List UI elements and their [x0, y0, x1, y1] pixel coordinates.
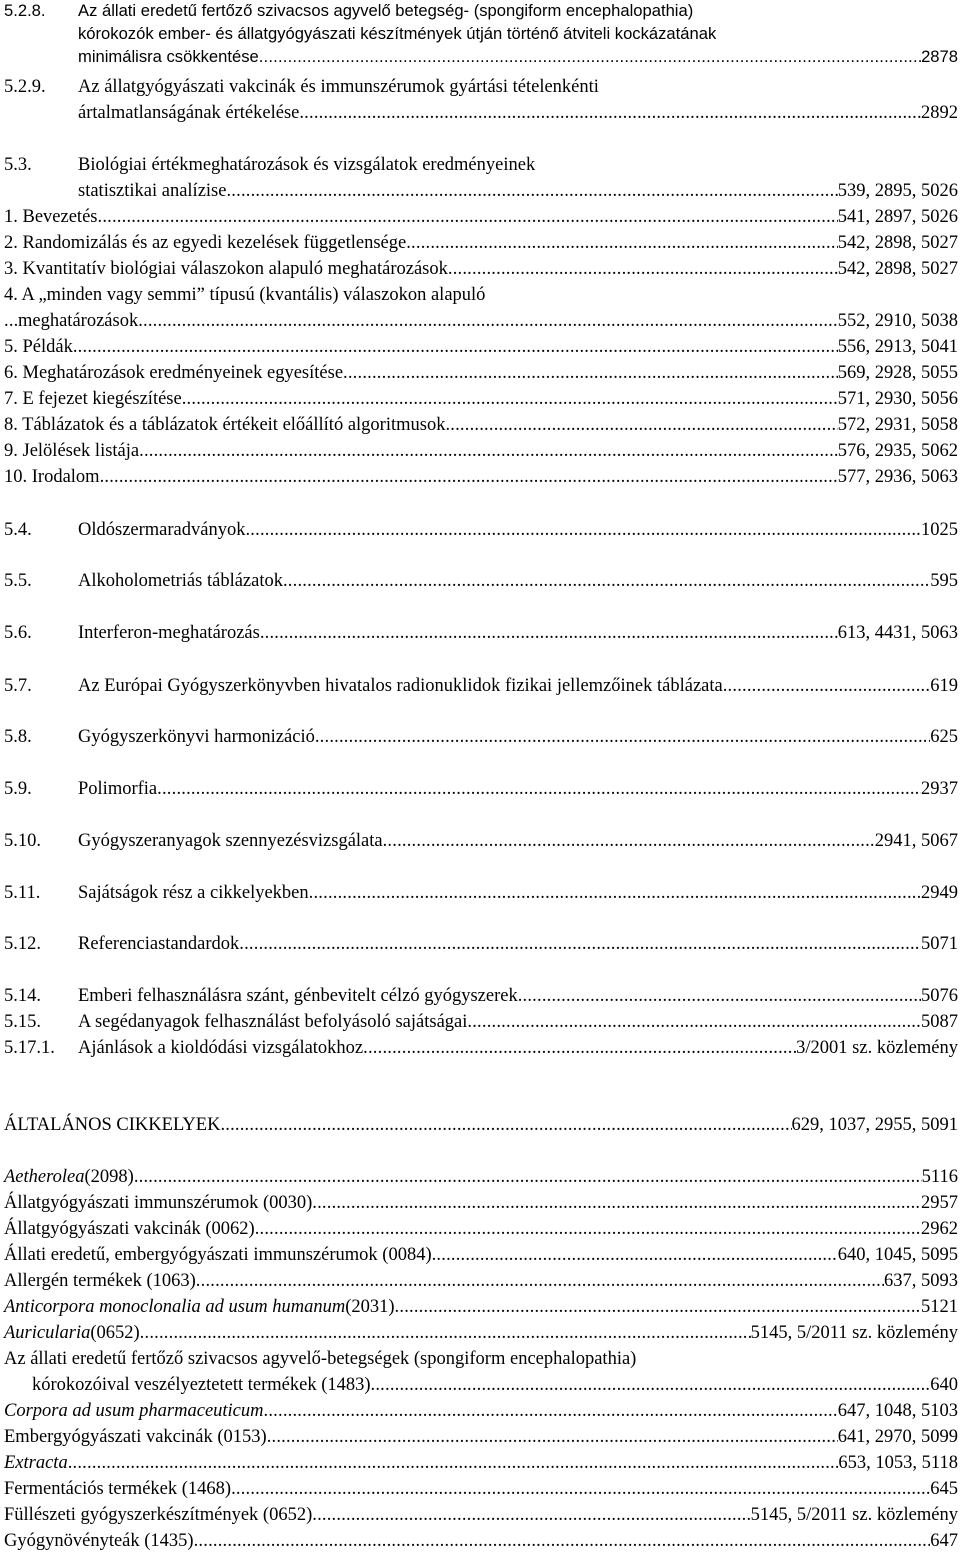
entry-title: Polimorfia — [78, 779, 158, 799]
page-reference: 5121 — [921, 1297, 958, 1317]
entry-title: 3. Kvantitatív biológiai válaszokon alapuló meghatározások — [4, 259, 448, 279]
toc-entry — [4, 673, 958, 699]
entry-number: 5.12. — [4, 934, 41, 954]
entry-title: 5. Példák — [4, 337, 73, 357]
entry-title: 8. Táblázatok és a táblázatok értékeit előállító algoritmusok — [4, 415, 446, 435]
entry-title: Sajátságok rész a cikkelyekben — [78, 883, 309, 903]
page-reference: 576, 2935, 5062 — [837, 441, 958, 461]
entry-title: Állatgyógyászati immunszérumok (0030) — [4, 1193, 313, 1213]
page-reference: 2941, 5067 — [874, 831, 958, 851]
toc-subentry — [4, 464, 958, 490]
page-reference: 629, 1037, 2955, 5091 — [791, 1115, 958, 1135]
dot-leader — [134, 1164, 922, 1190]
page-reference: 640, 1045, 5095 — [837, 1245, 958, 1265]
toc-entry — [4, 568, 958, 594]
dot-leader — [226, 178, 837, 204]
toc-entry — [4, 100, 958, 126]
dot-leader — [139, 438, 838, 464]
entry-title: (0652) — [90, 1323, 140, 1343]
toc-entry — [4, 1035, 958, 1061]
monograph-entry — [4, 1346, 958, 1372]
monograph-entry — [4, 1398, 958, 1424]
entry-title: Az állatgyógyászati vakcinák és immunszérumok gyártási tételenkénti — [78, 77, 599, 97]
entry-title: (2031) — [345, 1297, 395, 1317]
monograph-entry — [4, 1242, 958, 1268]
page-reference: 572, 2931, 5058 — [837, 415, 958, 435]
entry-title: Oldószermaradványok — [78, 520, 246, 540]
entry-title: kórokozóival veszélyeztetett termékek (1483) — [32, 1375, 371, 1395]
toc-entry — [4, 983, 958, 1009]
general-heading — [4, 1112, 958, 1138]
toc-subentry — [4, 334, 958, 360]
latin-name: Corpora ad usum pharmaceuticum — [4, 1401, 264, 1421]
toc-entry — [4, 517, 958, 543]
toc-entry — [4, 1009, 958, 1035]
page-reference: 5145, 5/2011 sz. közlemény — [750, 1505, 958, 1525]
entry-title: statisztikai analízise — [78, 181, 227, 201]
dot-leader — [220, 1112, 791, 1138]
dot-leader — [518, 983, 921, 1009]
page-reference: 541, 2897, 5026 — [837, 207, 958, 227]
entry-number: 5.9. — [4, 779, 32, 799]
dot-leader — [309, 880, 921, 906]
entry-number: 5.4. — [4, 520, 32, 540]
page-reference: 5076 — [921, 986, 958, 1006]
monograph-entry — [4, 1476, 958, 1502]
entry-title: A segédanyagok felhasználást befolyásoló sajátságai — [78, 1012, 468, 1032]
dot-leader — [245, 517, 921, 543]
page-reference: 613, 4431, 5063 — [837, 623, 958, 643]
page-reference: 2962 — [921, 1219, 958, 1239]
dot-leader — [312, 1190, 921, 1216]
entry-number: 5.2.8. — [4, 1, 46, 20]
toc-entry — [4, 620, 958, 646]
monograph-entry — [4, 1190, 958, 1216]
entry-title: 2. Randomizálás és az egyedi kezelések függetlensége — [4, 233, 407, 253]
dot-leader — [140, 1320, 751, 1346]
dot-leader — [448, 256, 838, 282]
toc-entry — [4, 178, 958, 204]
entry-title: Gyógyszerkönyvi harmonizáció — [78, 727, 315, 747]
entry-title: 9. Jelölések listája — [4, 441, 140, 461]
entry-title: Alkoholometriás táblázatok — [78, 571, 283, 591]
dot-leader — [98, 204, 838, 230]
entry-title: Allergén termékek (1063) — [4, 1271, 196, 1291]
toc-subentry — [4, 256, 958, 282]
page-reference: 539, 2895, 5026 — [837, 181, 958, 201]
entry-title: Gyógynövényteák (1435) — [4, 1531, 194, 1551]
page-reference: 647 — [930, 1531, 958, 1551]
entry-number: 5.2.9. — [4, 77, 46, 97]
dot-leader — [194, 1528, 931, 1554]
monograph-entry — [4, 1528, 958, 1554]
entry-title: Embergyógyászati vakcinák (0153) — [4, 1427, 267, 1447]
monograph-entry — [4, 1424, 958, 1450]
monograph-entry — [4, 1502, 958, 1528]
entry-number: 5.10. — [4, 831, 41, 851]
entry-title: 10. Irodalom — [4, 467, 100, 487]
dot-leader — [267, 1424, 838, 1450]
latin-name: Anticorpora monoclonalia ad usum humanum — [4, 1297, 346, 1317]
entry-title: 6. Meghatározások eredményeinek egyesítése — [4, 363, 344, 383]
dot-leader — [312, 1502, 750, 1528]
page-reference: 5145, 5/2011 sz. közlemény — [750, 1323, 958, 1343]
page-reference: 2949 — [921, 883, 958, 903]
toc-subentry — [4, 308, 958, 334]
dot-leader — [445, 412, 837, 438]
page-reference: 2957 — [921, 1193, 958, 1213]
entry-title: kórokozók ember- és állatgyógyászati készítmények útján történő átviteli kockázatának — [78, 24, 717, 43]
dot-leader — [259, 44, 921, 70]
toc-subentry — [4, 386, 958, 412]
page-reference: 5116 — [921, 1167, 958, 1187]
dot-leader — [138, 308, 838, 334]
toc-entry — [4, 880, 958, 906]
page-reference: 625 — [930, 727, 958, 747]
monograph-entry — [4, 1268, 958, 1294]
dot-leader — [100, 464, 838, 490]
entry-title: Az állati eredetű fertőző szivacsos agyvelő betegség- (spongiform encephalopathia) — [78, 1, 694, 20]
page-reference: 569, 2928, 5055 — [837, 363, 958, 383]
toc-entry — [4, 724, 958, 750]
dot-leader — [383, 828, 875, 854]
toc-subentry — [4, 230, 958, 256]
page-reference: 3/2001 sz. közlemény — [796, 1038, 958, 1058]
page-reference: 2937 — [921, 779, 958, 799]
page-reference: 2878 — [921, 47, 958, 66]
dot-leader — [406, 230, 838, 256]
entry-title: Emberi felhasználásra szánt, génbevitelt célzó gyógyszerek — [78, 986, 518, 1006]
toc-subentry — [4, 438, 958, 464]
page-reference: 5087 — [921, 1012, 958, 1032]
page-reference: 637, 5093 — [884, 1271, 958, 1291]
entry-title: 7. E fejezet kiegészítése — [4, 389, 182, 409]
entry-number: 5.7. — [4, 676, 32, 696]
page-reference: 619 — [930, 676, 958, 696]
section-title: ÁLTALÁNOS CIKKELYEK — [4, 1115, 221, 1135]
toc-subentry — [4, 282, 958, 308]
page-reference: 577, 2936, 5063 — [837, 467, 958, 487]
latin-name: Aetherolea — [4, 1167, 85, 1187]
entry-title: (2098) — [84, 1167, 134, 1187]
monograph-entry — [4, 1450, 958, 1476]
dot-leader — [283, 568, 930, 594]
toc-entry — [4, 74, 958, 100]
entry-title: Interferon-meghatározás — [78, 623, 260, 643]
entry-number: 5.15. — [4, 1012, 41, 1032]
entry-number: 5.6. — [4, 623, 32, 643]
dot-leader — [73, 334, 838, 360]
page-reference: 552, 2910, 5038 — [837, 311, 958, 331]
dot-leader — [432, 1242, 838, 1268]
page-reference: 542, 2898, 5027 — [837, 233, 958, 253]
page-reference: 641, 2970, 5099 — [837, 1427, 958, 1447]
page-reference: 542, 2898, 5027 — [837, 259, 958, 279]
entry-title: Az állati eredetű fertőző szivacsos agyvelő-betegségek (spongiform encephalopathia) — [4, 1349, 637, 1369]
entry-title: Referenciastandardok — [78, 934, 240, 954]
toc-entry — [4, 931, 958, 957]
dot-leader — [239, 931, 921, 957]
entry-title: Az Európai Gyógyszerkönyvben hivatalos radionuklidok fizikai jellemzőinek táblázata — [78, 676, 723, 696]
dot-leader — [395, 1294, 921, 1320]
page-reference: 645 — [930, 1479, 958, 1499]
toc-subentry — [4, 360, 958, 386]
dot-leader — [343, 360, 838, 386]
entry-title: Fermentációs termékek (1468) — [4, 1479, 232, 1499]
monograph-entry — [4, 1372, 958, 1398]
toc-entry — [4, 44, 958, 70]
entry-number: 5.17.1. — [4, 1038, 55, 1058]
dot-leader — [315, 724, 930, 750]
page-reference: 640 — [930, 1375, 958, 1395]
dot-leader — [371, 1372, 931, 1398]
dot-leader — [363, 1035, 796, 1061]
dot-leader — [4, 308, 18, 334]
toc-entry — [4, 776, 958, 802]
monograph-entry — [4, 1164, 958, 1190]
page-reference: 2892 — [921, 103, 958, 123]
page-reference: 556, 2913, 5041 — [837, 337, 958, 357]
entry-title: Állatgyógyászati vakcinák (0062) — [4, 1219, 255, 1239]
dot-leader — [157, 776, 921, 802]
entry-number: 5.5. — [4, 571, 32, 591]
toc-subentry — [4, 204, 958, 230]
latin-name: Extracta — [4, 1453, 68, 1473]
toc-entry — [4, 152, 958, 178]
entry-number: 5.3. — [4, 155, 32, 175]
page-reference: 653, 1053, 5118 — [838, 1453, 958, 1473]
dot-leader — [255, 1216, 921, 1242]
monograph-entry — [4, 1294, 958, 1320]
page-reference: 5071 — [921, 934, 958, 954]
dot-leader — [260, 620, 838, 646]
dot-leader — [264, 1398, 838, 1424]
entry-title: Ajánlások a kioldódási vizsgálatokhoz — [78, 1038, 364, 1058]
entry-number: 5.14. — [4, 986, 41, 1006]
entry-title: ártalmatlanságának értékelése — [78, 103, 300, 123]
page-reference: 595 — [930, 571, 958, 591]
entry-title: Gyógyszeranyagok szennyezésvizsgálata — [78, 831, 383, 851]
entry-number: 5.11. — [4, 883, 41, 903]
dot-leader — [299, 100, 921, 126]
monograph-entry — [4, 1216, 958, 1242]
page-reference: 647, 1048, 5103 — [837, 1401, 958, 1421]
dot-leader — [182, 386, 838, 412]
entry-title: Állati eredetű, embergyógyászati immunszérumok (0084) — [4, 1245, 432, 1265]
entry-title: Füllészeti gyógyszerkészítmények (0652) — [4, 1505, 313, 1525]
dot-leader — [231, 1476, 930, 1502]
page-reference: 1025 — [921, 520, 958, 540]
dot-leader — [723, 673, 931, 699]
toc-subentry — [4, 412, 958, 438]
entry-title: 4. A „minden vagy semmi” típusú (kvantális) válaszokon alapuló — [4, 285, 486, 305]
entry-title: meghatározások — [18, 311, 139, 331]
dot-leader — [68, 1450, 839, 1476]
latin-name: Auricularia — [4, 1323, 91, 1343]
entry-title: minimálisra csökkentése — [78, 47, 259, 66]
monograph-entry — [4, 1320, 958, 1346]
entry-title: 1. Bevezetés — [4, 207, 98, 227]
page-reference: 571, 2930, 5056 — [837, 389, 958, 409]
dot-leader — [196, 1268, 884, 1294]
toc-entry — [4, 828, 958, 854]
entry-number: 5.8. — [4, 727, 32, 747]
entry-title: Biológiai értékmeghatározások és vizsgálatok eredményeinek — [78, 155, 536, 175]
dot-leader — [467, 1009, 921, 1035]
